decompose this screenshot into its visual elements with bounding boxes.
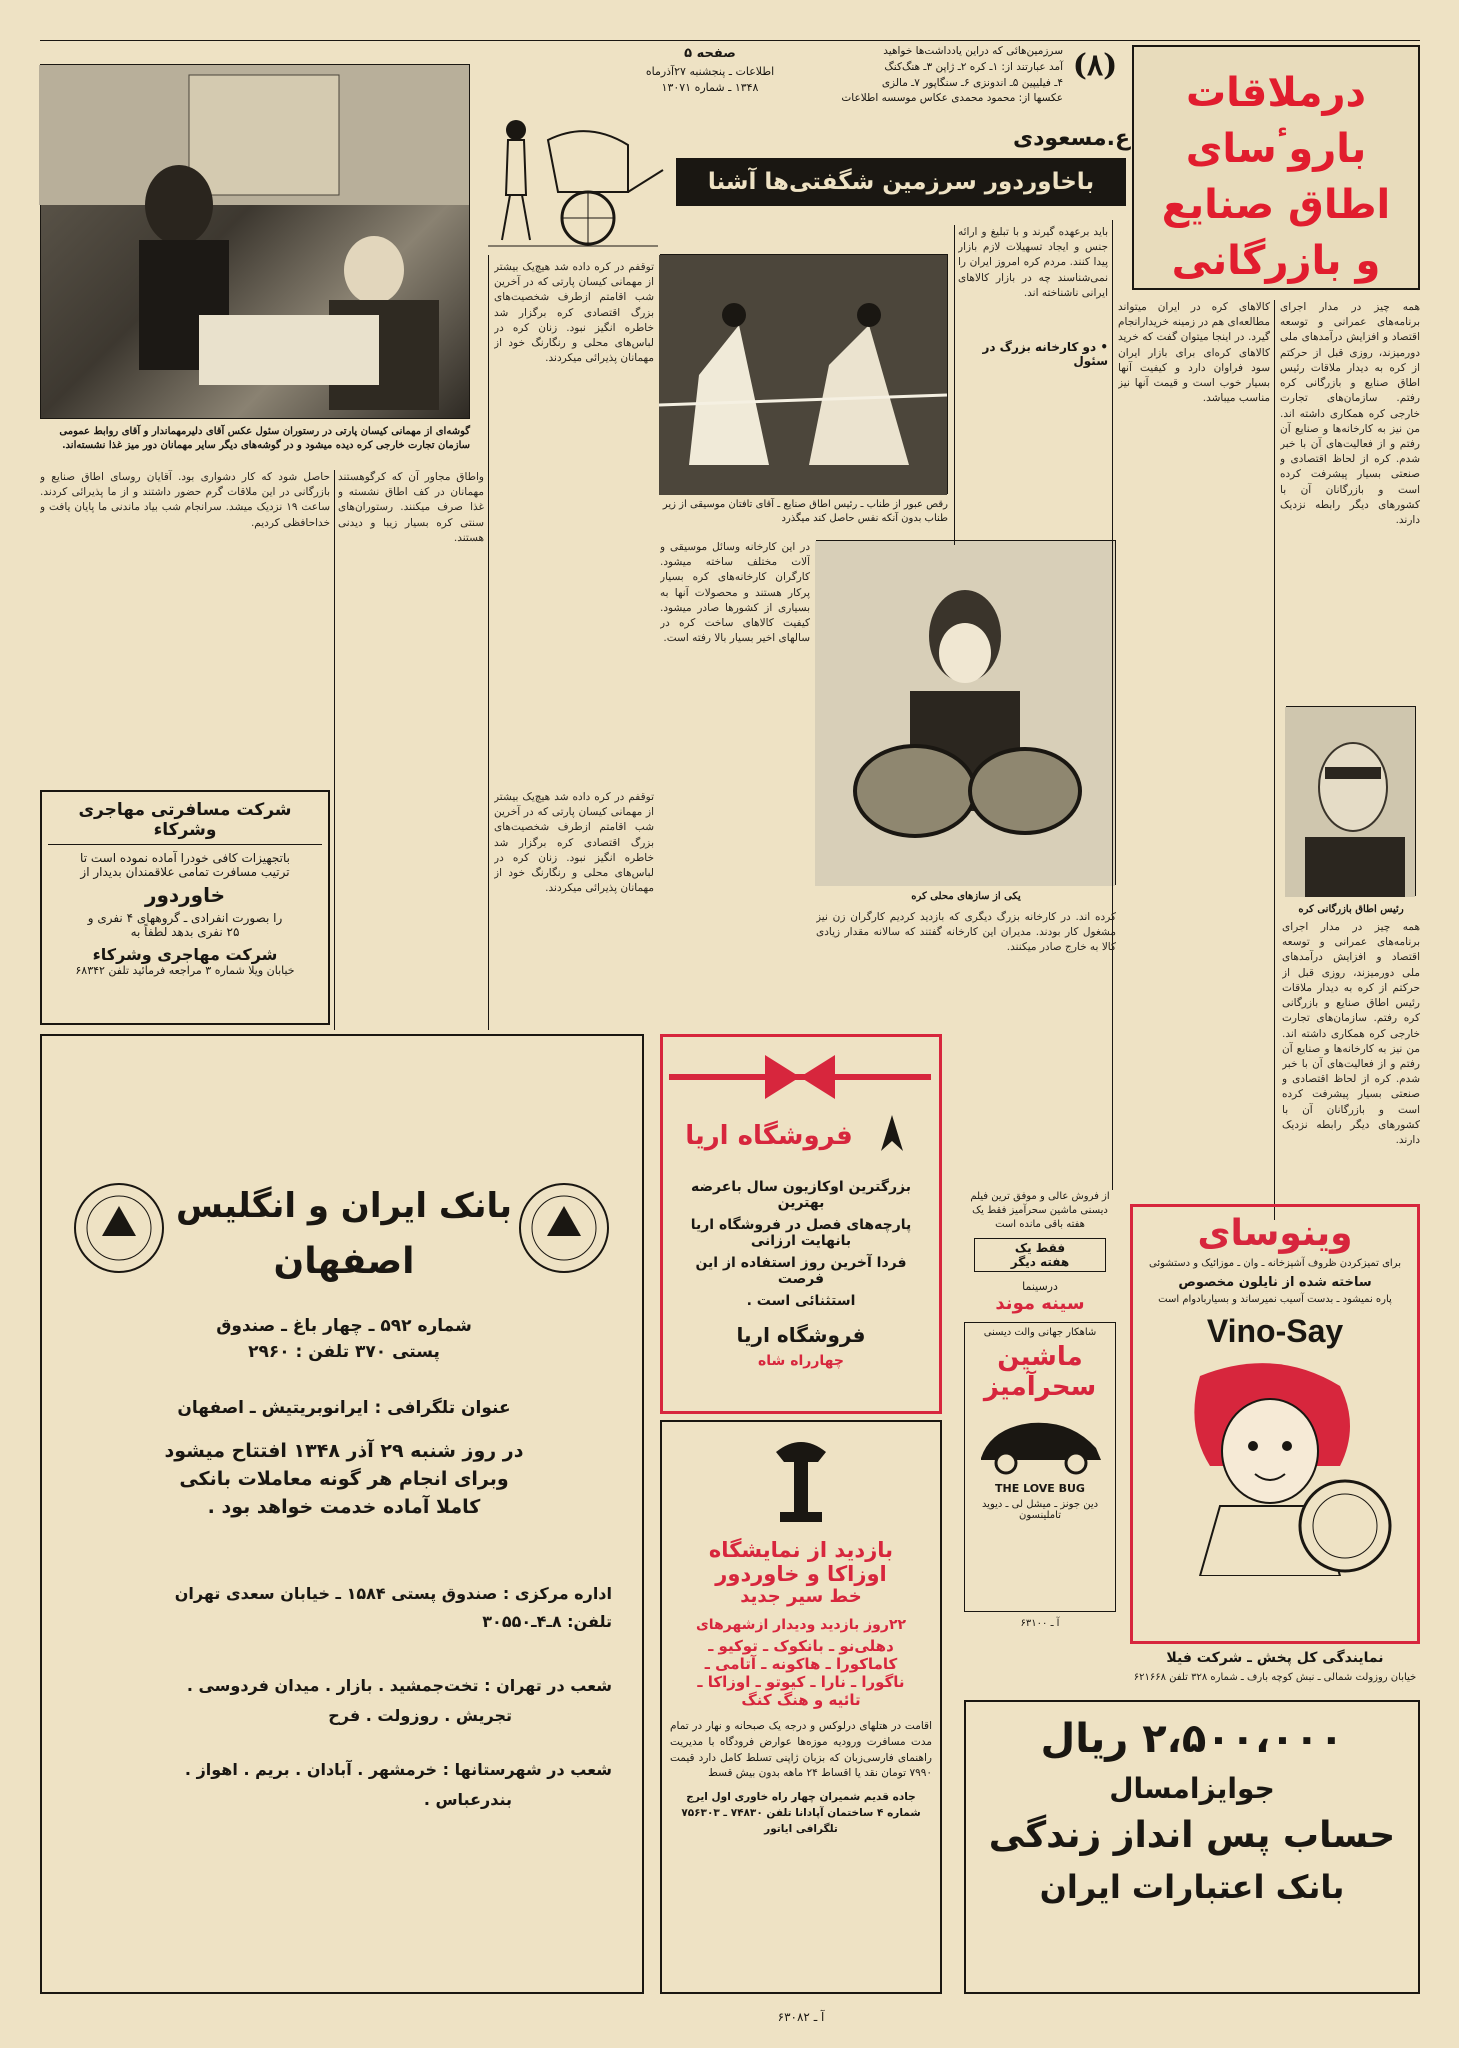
osaka-cities-1: دهلی‌نو ـ بانکوک ـ توکیو ـ xyxy=(708,1637,894,1655)
arya-store-name-2: فروشگاه اریا xyxy=(736,1323,866,1347)
episode-number: (۸) xyxy=(1072,48,1118,83)
article-column-7: واطاق مجاور آن که کرگوهستند مهمانان در کف اطاق نشسته و غذا صرف میکنند. رستوران‌های سنتی کره بسیار زیبا و دیدنی هستند. xyxy=(338,471,484,544)
vino-say-agent: نمایندگی کل پخش ـ شرکت فیلا xyxy=(1166,1650,1384,1666)
cinema-cast: دین جونز ـ میشل لی ـ دیوید تاملینسون xyxy=(981,1499,1099,1521)
article-column-1b: همه چیز در مدار اجرای برنامه‌های عمرانی و توسعه اقتصاد و افزایش درآمدهای ملی دورمیزند، روزی قبل از حرکتم از کره به دیدار ملاقات رئیس اطاق صنایع و بازرگانی کره رفتم. سازمان‌های تجارت خارجی کره همکاری داشته اند. من نیز به کارخانه‌ها و صنایع آن رفتم و از فعالیت‌های آن با خبر شدم. کره از لحاظ اقتصادی و صنعتی بسیار پیشرفت کرده است و بازرگانان آن با کشورهای دیگر رابطه نزدیک دارند. xyxy=(1282,921,1420,1147)
dinner-photo-caption: گوشه‌ای از مهمانی کیسان پارتی در رستوران سئول عکس آقای دلیرمهماندار و آقای روابط عمومی سازمان تجارت خارجی کره دیده میشود و در گوشه‌های دیگر سایر مهمانان دور میز غذا نشسته‌اند. xyxy=(59,426,470,451)
osaka-line1: بازدید از نمایشگاه xyxy=(708,1538,894,1562)
dance-photo xyxy=(660,254,948,494)
subheading: • دو کارخانه بزرگ در سئول xyxy=(958,340,1108,368)
pavilion-icon xyxy=(670,1432,932,1532)
vino-say-ad xyxy=(1130,1204,1420,1644)
footer-ref: آ ـ ۶۳۰۸۲ xyxy=(777,2010,825,2024)
bank-title: بانک ایران و انگلیس xyxy=(175,1186,512,1226)
bank-iran-england-ad xyxy=(40,1034,644,1994)
cinema-ad xyxy=(964,1190,1116,1670)
drum-photo xyxy=(816,540,1116,885)
issue-line: اطلاعات ـ پنجشنبه ۲۷آذرماه xyxy=(645,64,775,78)
bank-address-1: شماره ۵۹۲ ـ چهار باغ ـ صندوق xyxy=(216,1316,472,1336)
osaka-address: جاده قدیم شمیران چهار راه خاوری اول ایرج شماره ۴ ساختمان آپادانا تلفن ۷۴۸۳۰ ـ ۷۵۶۳۰۳ تلگرافی ایاتور xyxy=(681,1791,921,1835)
arya-line2: پارچه‌های فصل در فروشگاه اریا بانهایت ارزانی xyxy=(690,1217,912,1249)
bank-tehran-branches: شعب در تهران : تخت‌جمشید . بازار . میدان فردوسی . xyxy=(186,1676,612,1695)
arya-line3: فردا آخرین روز استفاده از این فرصت xyxy=(695,1255,907,1287)
arya-line4: استثنائی است . xyxy=(746,1293,856,1309)
cinema-name: سینه موند xyxy=(995,1293,1085,1314)
arya-location: چهارراه شاه xyxy=(758,1353,844,1369)
cinema-week: هفته دیگر xyxy=(1010,1255,1070,1269)
osaka-cities-4: تائیه و هنگ کنگ xyxy=(741,1691,861,1709)
arya-store-ad xyxy=(660,1034,942,1414)
savings-prizes: جوایزامسال xyxy=(1109,1772,1275,1805)
vino-say-line2: ساخته شده از نایلون مخصوص xyxy=(1178,1275,1372,1290)
article-column-4: توقفم در کره داده شد هیچ‌یک بیشتر از مهمانی کیسان پارتی که در آخرین شب اقامتم ازطرف شخصیت‌های بزرگ اقتصادی کره برگزار شد خاطره انگیز نبود. زنان کره در لباس‌های محلی و رنگارنگ خود از مهمانان پذیرائی میکردند. xyxy=(494,261,654,365)
vino-say-address: خیابان روزولت شمالی ـ نبش کوچه بارف ـ شماره ۳۲۸ تلفن ۶۲۱۶۶۸ xyxy=(1133,1672,1417,1683)
vino-say-brand-en: Vino-Say xyxy=(1206,1313,1344,1349)
bank-savings-ad xyxy=(964,1700,1420,1994)
article-column-6: کرده اند. در کارخانه بزرگ دیگری که بازدید کردیم کارگران زن نیز مشغول کار بودند. مدیران این کارخانه گفتند که سالانه مقدار زیادی کالا به خارج صادر میکنند. xyxy=(816,911,1116,954)
rickshaw-illustration xyxy=(478,100,668,250)
article-column-3: باید برعهده گیرند و با تبلیغ و ارائه جنس و ایجاد تسهیلات لازم بازار پیدا کنند. مردم کره امروز ایران را نمی‌شناسند چه در بازار کالاهای ایرانی ناشناخته اند. xyxy=(958,226,1108,299)
article-column-4b: توقفم در کره داده شد هیچ‌یک بیشتر از مهمانی کیسان پارتی که در آخرین شب اقامتم ازطرف شخصیت‌های بزرگ اقتصادی کره برگزار شد خاطره انگیز نبود. زنان کره در لباس‌های محلی و رنگارنگ خود از مهمانان پذیرائی میکردند. xyxy=(494,791,654,895)
arya-store-name: فروشگاه اریا xyxy=(685,1121,853,1151)
vino-say-tagline: برای تمیزکردن ظروف آشپزخانه ـ وان ـ موزائیک و دستشوئی xyxy=(1148,1258,1401,1269)
savings-amount: ۲،۵۰۰،۰۰۰ ریال xyxy=(1040,1716,1344,1762)
feature-title-box xyxy=(1132,45,1420,290)
bank-province-branches: شعب در شهرستانها : خرمشهر . آبادان . بریم . اهواز . xyxy=(184,1760,612,1779)
travel-line3: را بصورت انفرادی ـ گروههای ۴ نفری و xyxy=(87,911,283,925)
bank-opening-2: وبرای انجام هر گونه معاملات بانکی xyxy=(179,1468,509,1490)
cinema-title-2: سحرآمیز xyxy=(983,1372,1097,1402)
cinema-only: فقط یک xyxy=(1014,1241,1066,1255)
osaka-tour-ad xyxy=(660,1420,942,1994)
bank-address-2: پستی ۳۷۰ تلفن : ۲۹۶۰ xyxy=(248,1342,440,1362)
portrait-photo-caption: رئیس اطاق بازرگانی کره xyxy=(1298,904,1404,915)
bank-opening-3: کاملا آماده خدمت خواهد بود . xyxy=(207,1496,481,1518)
osaka-line4: ۲۲روز بازدید ودیدار ازشهرهای xyxy=(695,1617,907,1633)
bank-emblem-right-icon xyxy=(517,1181,612,1276)
cinema-top: از فروش عالی و موفق ترین فیلم دیسنی ماشین سحرآمیز فقط یک هفته باقی مانده است xyxy=(970,1191,1110,1230)
vino-say-line3: پاره نمیشود ـ بدست آسیب نمیرساند و بسیاربادوام است xyxy=(1158,1294,1392,1305)
bank-city: اصفهان xyxy=(273,1241,415,1282)
cinema-in: درسینما xyxy=(1022,1280,1058,1293)
series-meta xyxy=(808,44,1063,107)
bank-emblem-left-icon xyxy=(72,1181,167,1276)
feature-title: درملاقات باروٴسای اطاق صنایع و بازرگانی xyxy=(1161,70,1391,284)
meta-line: عکسها از: محمود محمدی عکاس موسسه اطلاعات xyxy=(841,92,1063,105)
bank-province-branches-2: بندرعباس . xyxy=(423,1790,512,1809)
travel-line2: ترتیب مسافرت تمامی علاقمندان بدیدار از xyxy=(80,865,290,879)
article-column-5: در این کارخانه وسائل موسیقی و آلات مختلف ساخته میشود. کارگران کارخانه‌های کره بسیار پرکار هستند و محصولات آنها به بسیاری از کشورها صادر میشود. کیفیت کالاهای ساخت کره در سالهای اخیر بسیار بالا رفته است. xyxy=(660,541,810,645)
cinema-ref: آ ـ ۶۳۱۰۰ xyxy=(1020,1618,1060,1629)
osaka-line3: خط سیر جدید xyxy=(740,1586,862,1607)
bank-phone: تلفن: ۸ـ۴ـ۳۰۵۵۰ xyxy=(482,1612,612,1631)
travel-address: خیابان ویلا شماره ۳ مراجعه فرمائید تلفن ۶۸۳۴۲ xyxy=(75,964,295,977)
dinner-photo xyxy=(40,64,470,419)
cinema-studio: شاهکار جهانی والت دیسنی xyxy=(983,1327,1097,1338)
arya-line1: بزرگترین اوکازیون سال باعرضه بهترین xyxy=(691,1179,911,1211)
travel-company: شرکت مسافرتی مهاجری وشرکاء xyxy=(48,800,322,845)
date-line: ۱۳۴۸ ـ شماره ۱۳۰۷۱ xyxy=(661,81,759,94)
travel-line4: ۲۵ نفری بدهد لطفاً به xyxy=(130,925,240,939)
meta-line: ۴ـ فیلیپین ۵ـ اندونزی ۶ـ سنگاپور ۷ـ مالزی xyxy=(881,76,1063,89)
cinema-title-1: ماشین xyxy=(997,1342,1083,1372)
travel-line1: باتجهیزات کافی خودرا آماده نموده است تا xyxy=(80,851,290,865)
savings-bank: بانک اعتبارات ایران xyxy=(1039,1868,1345,1906)
article-column-1: همه چیز در مدار اجرای برنامه‌های عمرانی و توسعه اقتصاد و افزایش درآمدهای ملی دورمیزند، روزی قبل از حرکتم از کره به دیدار ملاقات رئیس اطاق صنایع و بازرگانی کره رفتم. سازمان‌های تجارت خارجی کره همکاری داشته اند. من نیز به کارخانه‌ها و صنایع آن رفتم و از فعالیت‌های آن با خبر شدم. کره از لحاظ اقتصادی و صنعتی بسیار پیشرفت کرده است و بازرگانان آن با کشورهای دیگر رابطه نزدیک دارند. xyxy=(1280,301,1420,527)
article-column-2: کالاهای کره در ایران میتواند مطالعه‌ای هم در زمینه خریدارانجام گیرد. در اینجا میتوان گفت که خرید کالاهای کره‌ای برای بازار ایران سود فراوان دارد و کیفیت آنها بسیار خوب است و قیمت آنها نیز مناسب میباشد. xyxy=(1118,301,1270,405)
bank-opening-1: در روز شنبه ۲۹ آذر ۱۳۴۸ افتتاح میشود xyxy=(164,1440,524,1462)
bank-hq: اداره مرکزی : صندوق پستی ۱۵۸۴ ـ خیابان سعدی تهران xyxy=(174,1584,612,1603)
page-label: صفحه ۵ xyxy=(684,46,736,61)
arya-logo-icon xyxy=(867,1111,917,1161)
cinema-english-title: THE LOVE BUG xyxy=(995,1482,1085,1495)
article-column-8: حاصل شود که کار دشواری بود. آقایان روسای اطاق صنایع و بازرگانی در این ملاقات گرم حضور داشتند و از ما پذیرائی کردند. ساعت ۱۹ نزدیک میشد. سرانجام شب بیاد ماندنی ما پایان یافت و خداحافظی کردیم. xyxy=(40,471,330,529)
meta-line: سرزمین‌هائی که دراین یادداشت‌ها خواهید xyxy=(883,45,1063,57)
vino-say-brand-fa: وینوسای xyxy=(1197,1213,1353,1254)
osaka-line2: اوزاکا و خاوردور xyxy=(715,1562,887,1586)
series-title: باخاوردور سرزمین شگفتی‌ها آشنا شوید xyxy=(676,158,1126,206)
dance-photo-caption: رقص عبور از طناب ـ رئیس اطاق صنایع ـ آقای تافتان موسیقی از زیر طناب بدون آنکه نفس حاصل کند میگذرد xyxy=(662,499,948,524)
meta-line: آمد عبارتند از: ۱ـ کره ۲ـ ژاپن ۳ـ هنگ‌کنگ xyxy=(884,60,1063,73)
travel-ad xyxy=(40,790,330,1025)
drum-photo-caption: یکی از سازهای محلی کره xyxy=(911,891,1021,902)
savings-account: حساب پس انداز زندگی xyxy=(988,1815,1396,1856)
author-name: ع.مسعودی xyxy=(1012,126,1130,151)
ribbon-bow-icon xyxy=(671,1047,931,1107)
travel-destination: خاوردور xyxy=(144,883,226,907)
vino-say-girl-illustration xyxy=(1133,1356,1417,1576)
osaka-cities-3: ناگورا ـ نارا ـ کیوتو ـ اوزاکا ـ xyxy=(697,1673,905,1691)
car-icon xyxy=(969,1408,1111,1478)
bank-tehran-branches-2: تجریش . روزولت . فرح xyxy=(328,1706,512,1725)
osaka-body: اقامت در هتلهای درلوکس و درجه یک صبحانه و نهار در تمام مدت مسافرت ورودیه موزه‌ها عوارض فرودگاه با مدیریت راهنمای فارسی‌زبان که بزبان ژاپنی تسلط کامل دارد قیمت ۷۹۹۰ تومان نقد یا اقساط ۲۴ ماهه بدون بیش قسط xyxy=(670,1720,932,1780)
portrait-photo xyxy=(1286,706,1416,896)
travel-company-2: شرکت مهاجری وشرکاء xyxy=(92,945,278,964)
issue-info xyxy=(620,44,800,97)
bank-telegraph: عنوان تلگرافی : ایرانوبریتیش ـ اصفهان xyxy=(177,1398,511,1418)
osaka-cities-2: کاماکورا ـ هاکونه ـ آتامی ـ xyxy=(704,1655,898,1673)
